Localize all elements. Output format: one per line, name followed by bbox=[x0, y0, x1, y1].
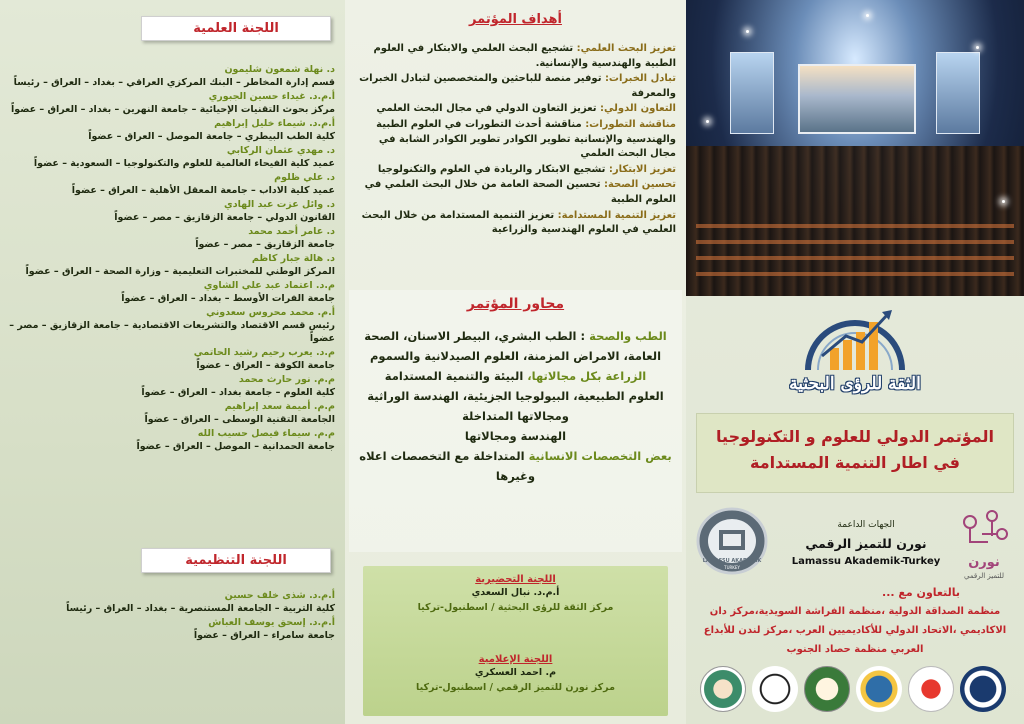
media-committee-title: اللجنة الإعلامية bbox=[478, 654, 553, 665]
goal-text: تعزيز التنمية المستدامة من خلال البحث العلمي في العلوم الهندسية والزراعية bbox=[361, 209, 676, 236]
member-affiliation: رئيس قسم الاقتصاد والتشريعات الاقتصادية – جامعة الزقازيق – مصر – عضواً bbox=[9, 320, 335, 344]
logo-text: الثقة للرؤى البحثية bbox=[789, 374, 921, 394]
hero-side-screen-left bbox=[730, 52, 774, 134]
partner-logos-row bbox=[686, 662, 1024, 720]
member-name: م.م. نور حارث محمد bbox=[238, 374, 335, 385]
member-name: أ.م.د. إسحق يوسف العباش bbox=[208, 617, 335, 628]
scientific-committee-panel bbox=[0, 0, 345, 724]
member-name: م.م. أميمة سعد إبراهيم bbox=[224, 401, 335, 412]
goals-heading: أهداف المؤتمر bbox=[469, 12, 562, 27]
scientific-committee-title: اللجنة العلمية bbox=[141, 16, 331, 41]
goal-text: تعزيز التعاون الدولي في مجال البحث العلمي bbox=[376, 103, 597, 115]
member-affiliation: عميد كلية الاداب – جامعة المعقل الأهلية – العراق – عضواً bbox=[71, 185, 335, 196]
member-affiliation: جامعة الزقازيق – مصر – عضواً bbox=[195, 239, 335, 250]
lamassu-badge-text: LAMASSU AKADEMİK bbox=[702, 558, 762, 564]
committee-member bbox=[5, 172, 335, 197]
member-affiliation: جامعة الفرات الأوسط – بغداد – العراق – عضواً bbox=[121, 293, 335, 304]
member-name: أ.م.د. غيداء حسين الجبوري bbox=[208, 91, 335, 102]
goal-item bbox=[354, 209, 676, 238]
member-affiliation: القانون الدولي – جامعة الزقازيق – مصر – عضواً bbox=[114, 212, 335, 223]
goals-list bbox=[354, 42, 676, 239]
goal-label: تعزيز الابتكار: bbox=[608, 163, 676, 175]
member-name: أ.م. محمد محروس سعدوني bbox=[206, 307, 335, 318]
sparkle-icon bbox=[866, 14, 869, 17]
member-affiliation: كلية التربية – الجامعة المستنصرية – بغداد – العراق – رئيساً bbox=[66, 603, 335, 614]
committee-member bbox=[5, 401, 335, 426]
partner-logo-icon bbox=[700, 666, 746, 712]
conference-title-line1: المؤتمر الدولي للعلوم و التكنولوجيا bbox=[716, 427, 994, 446]
goal-item bbox=[354, 163, 676, 178]
committee-member bbox=[5, 253, 335, 278]
axis-text: : الطب البشري، البيطر الاسنان، الصحة العامة، الامراض المزمنة، العلوم الصيدلانية والسموم bbox=[364, 329, 662, 363]
goal-item bbox=[354, 42, 676, 71]
bar-chart-logo-icon bbox=[800, 300, 910, 382]
axis-highlight: بعض التخصصات الانسانية bbox=[528, 449, 672, 463]
goal-text: تشجيع البحث العلمي والابتكار في العلوم الطبية والهندسية والإنسانية. bbox=[373, 43, 676, 69]
member-name: د. هالة جبار كاظم bbox=[251, 253, 335, 264]
axes-heading: محاور المؤتمر bbox=[466, 296, 565, 312]
preparatory-committee-name: أ.م.د. نبال السعدي bbox=[471, 587, 560, 598]
committee-member bbox=[5, 280, 335, 305]
sparkle-icon bbox=[1002, 200, 1005, 203]
member-name: م.م. سيماء فيصل حسيب الله bbox=[197, 428, 335, 439]
preparatory-committee-title: اللجنة التحضيرية bbox=[475, 574, 556, 585]
committee-member bbox=[5, 118, 335, 143]
axis-text: المتداخلة مع التخصصات اعلاه وغيرها bbox=[359, 449, 536, 483]
goal-label: تحسين الصحة: bbox=[603, 179, 676, 191]
goal-label: تبادل الخبرات: bbox=[604, 73, 676, 85]
member-name: م.د. يعرب رحيم رشيد الحاتمي bbox=[193, 347, 335, 358]
supporters-label: الجهات الداعمة bbox=[837, 520, 895, 530]
axis-text: البيئة والتنمية المستدامة bbox=[384, 369, 528, 383]
hero-main-screen bbox=[798, 64, 916, 134]
sparkle-icon bbox=[746, 30, 749, 33]
preparatory-committee-org: مركز الثقة للرؤى البحثية / اسطنبول-تركيا bbox=[417, 602, 614, 613]
committee-member bbox=[5, 145, 335, 170]
committee-member bbox=[5, 590, 335, 615]
lamassu-badge-icon bbox=[694, 506, 770, 576]
partner-logo-icon bbox=[856, 666, 902, 712]
committee-member bbox=[5, 374, 335, 399]
member-affiliation: قسم إدارة المخاطر – البنك المركزي العراقي – بغداد – العراق – رئيساً bbox=[13, 77, 335, 88]
goal-item bbox=[354, 102, 676, 117]
nooren-logo-text: نورن bbox=[968, 555, 1000, 570]
member-name: أ.م.د. شيماء خليل إبراهيم bbox=[214, 118, 335, 129]
axis-highlight: الزراعة بكل مجالاتها، bbox=[527, 369, 647, 383]
member-name: د. وائل عزت عبد الهادي bbox=[224, 199, 335, 210]
goal-label: تعزيز التنمية المستدامة: bbox=[557, 209, 676, 221]
lamassu-badge-sub: TURKEY bbox=[724, 565, 740, 570]
member-affiliation: جامعة الحمدانية – الموصل – العراق – عضواً bbox=[136, 441, 335, 452]
supporters-section bbox=[686, 498, 1024, 598]
committee-member bbox=[5, 617, 335, 642]
goal-text: مناقشة أحدث التطورات في العلوم الطبية والهندسية والإنسانية تطوير الكوادر تطوير الكوادر الشابة في مجال البحث العلمي bbox=[376, 118, 676, 160]
member-name: أ.م.د. شذى خلف حسين bbox=[224, 590, 335, 601]
axis-item bbox=[353, 446, 678, 486]
axis-text: العلوم الطبيعية، البيولوجيا الجزيئية، الهندسة الوراثية ومجالاتها المتداخلة bbox=[367, 389, 664, 423]
cooperation-label: بالتعاون مع ... bbox=[882, 586, 960, 599]
member-affiliation: جامعة سامراء – العراق – عضواً bbox=[193, 630, 335, 641]
cover-panel bbox=[686, 0, 1024, 724]
scientific-committee-list bbox=[5, 64, 335, 455]
partner-logo-icon bbox=[752, 666, 798, 712]
nooren-logo-sub: للتميز الرقمي bbox=[964, 572, 1004, 580]
member-affiliation: المركز الوطني للمختبرات التعليمية – وزارة الصحة – العراق – عضواً bbox=[25, 266, 335, 277]
axes-list bbox=[353, 326, 678, 486]
hero-side-screen-right bbox=[936, 52, 980, 134]
partner-logo-icon bbox=[804, 666, 850, 712]
axis-text: الهندسة ومجالاتها bbox=[464, 429, 567, 443]
axis-item bbox=[353, 426, 678, 446]
committees-box bbox=[363, 566, 668, 716]
hero-tables bbox=[696, 216, 1014, 276]
committee-member bbox=[5, 226, 335, 251]
member-name: د. علي ظلوم bbox=[274, 172, 335, 183]
member-name: د. عامر أحمد محمد bbox=[248, 226, 335, 237]
committee-member bbox=[5, 428, 335, 453]
supporter-name-en: Lamassu Akademik-Turkey bbox=[791, 556, 941, 567]
goal-item bbox=[354, 178, 676, 207]
partner-logo-icon bbox=[908, 666, 954, 712]
organizing-committee-list bbox=[5, 590, 335, 644]
goal-text: تشجيع الابتكار والريادة في العلوم والتكنولوجيا bbox=[377, 163, 606, 175]
committee-member bbox=[5, 347, 335, 372]
member-affiliation: الجامعة التقنية الوسطى – العراق – عضواً bbox=[144, 414, 335, 425]
media-committee-name: م. احمد العسكري bbox=[474, 667, 557, 678]
media-committee-org: مركز نورن للتميز الرقمي / اسطنبول-تركيا bbox=[416, 682, 615, 693]
member-name: م.د. اعتماد عبد علي الشاوي bbox=[203, 280, 335, 291]
goal-label: مناقشة التطورات: bbox=[585, 118, 676, 130]
committee-member bbox=[5, 307, 335, 345]
goal-text: تحسين الصحة العامة من خلال البحث العلمي في العلوم الطبية bbox=[364, 179, 676, 205]
cooperation-text: منظمة الصداقة الدولية ،منظمة الفراشة السويدية،مركز دان الاكاديمي ،الاتحاد الدولي للأكاديميين العرب ،مركز لندن للأبداع العربي منظمة حصاد الجنوب bbox=[703, 606, 1007, 655]
nooren-logo-icon bbox=[948, 500, 1018, 584]
conference-hall-image bbox=[686, 0, 1024, 296]
committee-member bbox=[5, 199, 335, 224]
organizing-committee-title: اللجنة التنظيمية bbox=[141, 548, 331, 573]
member-name: د. مهدي عثمان الركابي bbox=[226, 145, 335, 156]
member-name: د. نهلة شمعون شليمون bbox=[224, 64, 335, 75]
partner-logo-icon bbox=[960, 666, 1006, 712]
committee-member bbox=[5, 64, 335, 89]
axis-highlight: الطب والصحة bbox=[589, 329, 667, 343]
sparkle-icon bbox=[976, 46, 979, 49]
goal-item bbox=[354, 118, 676, 162]
goal-item bbox=[354, 72, 676, 101]
member-affiliation: مركز بحوث التقنيات الإحيائية – جامعة النهرين – بغداد – العراق – عضواً bbox=[11, 104, 335, 115]
goal-text: توفير منصة للباحثين والمتخصصين لتبادل الخبرات والمعرفة bbox=[359, 73, 676, 99]
axis-item bbox=[353, 386, 678, 426]
goal-label: تعزيز البحث العلمي: bbox=[576, 43, 676, 54]
member-affiliation: جامعة الكوفة – العراق – عضواً bbox=[196, 360, 335, 371]
member-affiliation: كلية الطب البيطري – جامعة الموصل – العراق – عضواً bbox=[88, 131, 335, 142]
axis-item bbox=[353, 366, 678, 386]
axis-item bbox=[353, 326, 678, 366]
logo-area bbox=[686, 296, 1024, 408]
member-affiliation: عميد كلية الفيحاء العالمية للعلوم والتكنولوجيا – السعودية – عضواً bbox=[33, 158, 335, 169]
member-affiliation: كلية العلوم – جامعة بغداد – العراق – عضواً bbox=[141, 387, 335, 398]
supporter-name-ar: نورن للتميز الرقمي bbox=[805, 536, 927, 551]
committee-member bbox=[5, 91, 335, 116]
conference-title-box bbox=[696, 413, 1014, 493]
sparkle-icon bbox=[706, 120, 709, 123]
goal-label: التعاون الدولي: bbox=[600, 103, 676, 115]
goals-axes-panel bbox=[345, 0, 686, 724]
conference-title-line2: في اطار التنمية المستدامة bbox=[749, 453, 961, 472]
